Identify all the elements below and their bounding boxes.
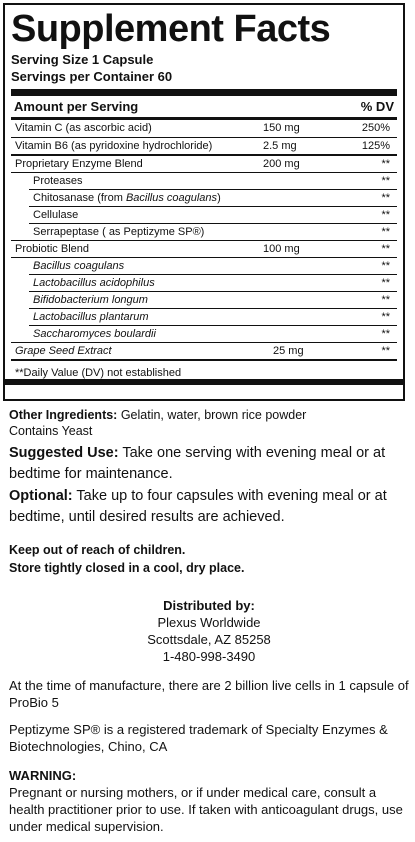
probiotic-dv: ** <box>381 260 390 272</box>
optional-use <box>9 486 409 528</box>
other-ingredients-label: Other Ingredients: <box>9 408 118 422</box>
grape-seed-dv: ** <box>381 345 390 357</box>
nutrient-row <box>11 138 397 157</box>
warning-label: WARNING: <box>9 768 77 783</box>
bottom-divider <box>5 379 403 385</box>
manufacture-note: At the time of manufacture, there are 2 billion live cells in 1 capsule of ProBio 5 <box>9 678 409 710</box>
suggested-use-text: Take one serving with evening meal or at bedtime for maintenance. <box>9 445 386 482</box>
nutrient-dv: 125% <box>361 139 390 152</box>
dv-header-label: % DV <box>360 99 394 114</box>
suggested-use <box>9 443 409 485</box>
probiotic-dv: ** <box>381 311 390 323</box>
enzyme-name: Chitosanase (from Bacillus coagulans) <box>33 192 221 204</box>
grape-seed-name: Grape Seed Extract <box>15 345 112 357</box>
blend-dv: ** <box>381 243 390 255</box>
dv-footnote: **Daily Value (DV) not established <box>15 367 182 379</box>
blend-name: Proprietary Enzyme Blend <box>15 158 143 170</box>
nutrient-row <box>11 120 397 138</box>
panel-title: Supplement Facts <box>11 8 331 50</box>
nutrient-dv: 250% <box>361 122 390 134</box>
serving-size: Serving Size 1 Capsule <box>11 52 154 67</box>
optional-label: Optional: <box>9 488 73 504</box>
enzyme-name: Proteases <box>33 175 83 187</box>
nutrient-name: Vitamin C (as ascorbic acid) <box>15 122 152 134</box>
probiotic-row <box>11 326 397 343</box>
enzyme-name: Serrapeptase ( as Peptizyme SP®) <box>33 226 205 238</box>
storage-warnings <box>9 541 409 577</box>
probiotic-dv: ** <box>381 294 390 306</box>
enzyme-row <box>11 224 397 241</box>
nutrient-amount: 2.5 mg <box>263 139 297 152</box>
other-ingredients <box>9 407 409 439</box>
supplement-facts-panel <box>3 3 405 401</box>
blend-name: Probiotic Blend <box>15 243 89 255</box>
distributor-name: Plexus Worldwide <box>157 615 261 630</box>
probiotic-name: Lactobacillus plantarum <box>33 311 149 323</box>
enzyme-name: Cellulase <box>33 209 79 221</box>
probiotic-name: Saccharomyces boulardii <box>33 328 156 340</box>
probiotic-name: Bacillus coagulans <box>33 260 125 272</box>
probiotic-row <box>29 292 397 309</box>
distributor-block <box>9 597 409 665</box>
enzyme-blend-row <box>11 156 397 173</box>
amount-header-label: Amount per Serving <box>14 99 139 114</box>
grape-seed-row <box>11 343 397 361</box>
thick-divider <box>11 89 397 96</box>
keep-out-of-reach: Keep out of reach of children. <box>9 543 186 557</box>
enzyme-dv: ** <box>381 209 390 221</box>
store-closed: Store tightly closed in a cool, dry place. <box>9 561 245 575</box>
enzyme-dv: ** <box>381 192 390 204</box>
probiotic-blend-row <box>11 241 397 258</box>
probiotic-row <box>29 309 397 326</box>
nutrient-name: Vitamin B6 (as pyridoxine hydrochloride) <box>15 139 213 152</box>
probiotic-name: Lactobacillus acidophilus <box>33 277 155 289</box>
enzyme-row <box>29 173 397 190</box>
probiotic-row <box>29 258 397 275</box>
amount-header <box>11 96 397 117</box>
enzyme-dv: ** <box>381 175 390 187</box>
warning-text: Pregnant or nursing mothers, or if under medical care, consult a health practitioner prior to use. If taken with anticoagulant drugs, use under medical supervision. <box>9 785 403 834</box>
blend-amount: 100 mg <box>263 243 300 255</box>
enzyme-row <box>29 190 397 207</box>
probiotic-name: Bifidobacterium longum <box>33 294 148 306</box>
warning-block <box>9 767 409 835</box>
probiotic-dv: ** <box>381 277 390 289</box>
suggested-use-label: Suggested Use: <box>9 445 119 461</box>
blend-dv: ** <box>381 158 390 170</box>
enzyme-row <box>29 207 397 224</box>
distributor-phone: 1-480-998-3490 <box>162 649 256 664</box>
servings-per-container: Servings per Container 60 <box>11 69 173 84</box>
probiotic-dv: ** <box>381 328 390 340</box>
other-ingredients-text: Gelatin, water, brown rice powder <box>117 408 307 422</box>
optional-text: Take up to four capsules with evening meal or at bedtime, until desired results are achieved. <box>9 488 387 525</box>
enzyme-dv: ** <box>381 226 390 238</box>
distributor-city: Scottsdale, AZ 85258 <box>147 632 271 647</box>
contains-yeast: Contains Yeast <box>9 424 93 438</box>
nutrient-amount: 150 mg <box>263 122 300 134</box>
trademark-note: Peptizyme SP® is a registered trademark of Specialty Enzymes & Biotechnologies, Chino, CA <box>9 722 388 754</box>
grape-seed-amount: 25 mg <box>273 345 304 357</box>
blend-amount: 200 mg <box>263 158 300 170</box>
distributed-by-label: Distributed by: <box>163 598 255 613</box>
probiotic-row <box>29 275 397 292</box>
